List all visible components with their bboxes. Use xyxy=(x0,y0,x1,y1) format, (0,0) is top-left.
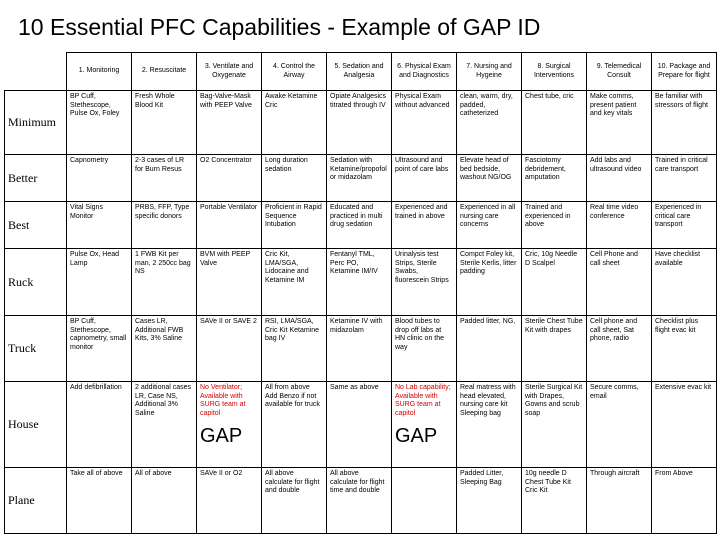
table-cell: Cell Phone and call sheet xyxy=(587,249,652,316)
table-cell: Awake Ketamine Cric xyxy=(262,91,327,155)
table-cell: Add labs and ultrasound video xyxy=(587,155,652,202)
table-cell: All above calculate for flight and double xyxy=(262,468,327,534)
slide-title: 10 Essential PFC Capabilities - Example of GAP ID xyxy=(18,14,541,40)
table-cell: Fresh Whole Blood Kit xyxy=(132,91,197,155)
row-label: Plane xyxy=(5,468,67,534)
table-row xyxy=(5,155,717,202)
capabilities-table xyxy=(4,52,717,534)
row-label: Best xyxy=(5,202,67,249)
column-header: 10. Package and Prepare for flight xyxy=(652,53,717,91)
row-label: Truck xyxy=(5,316,67,382)
table-cell: 2-3 cases of LR for Burn Resus xyxy=(132,155,197,202)
table-row xyxy=(5,316,717,382)
column-header: 6. Physical Exam and Diagnostics xyxy=(392,53,457,91)
table-cell: Elevate head of bed bedside, washout NG/OG xyxy=(457,155,522,202)
table-cell: Compct Foley kit, Sterile Kerlis, litter padding xyxy=(457,249,522,316)
table-cell: Through aircraft xyxy=(587,468,652,534)
table-cell: Vital Signs Monitor xyxy=(67,202,132,249)
table-cell: Experienced in critical care transport xyxy=(652,202,717,249)
table-cell: Secure comms, email xyxy=(587,382,652,468)
table-row xyxy=(5,468,717,534)
table-cell: Ultrasound and point of care labs xyxy=(392,155,457,202)
table-cell: Padded litter, NG, xyxy=(457,316,522,382)
table-cell: Cric, 10g Needle D Scalpel xyxy=(522,249,587,316)
table-cell: O2 Concentrator xyxy=(197,155,262,202)
gap-label: GAP xyxy=(200,425,243,448)
column-header: 5. Sedation and Analgesia xyxy=(327,53,392,91)
table-cell: Checklist plus flight evac kit xyxy=(652,316,717,382)
table-cell: Trained and experienced in above xyxy=(522,202,587,249)
gap-cell-ventilate xyxy=(197,382,262,468)
table-cell: Bag-Valve-Mask with PEEP Valve xyxy=(197,91,262,155)
table-cell: Blood tubes to drop off labs at HN clinic on the way xyxy=(392,316,457,382)
table-cell: All above calculate for flight time and double xyxy=(327,468,392,534)
table-cell: Make comms, present patient and key vitals xyxy=(587,91,652,155)
row-label: Ruck xyxy=(5,249,67,316)
column-header: 3. Ventilate and Oxygenate xyxy=(197,53,262,91)
table-cell: Real time video conference xyxy=(587,202,652,249)
table-cell: All of above xyxy=(132,468,197,534)
table-cell: Portable Ventilator xyxy=(197,202,262,249)
table-cell: Trained in critical care transport xyxy=(652,155,717,202)
table-cell: Ketamine IV with midazolam xyxy=(327,316,392,382)
table-row xyxy=(5,91,717,155)
table-cell: Cell phone and call sheet, Sat phone, radio xyxy=(587,316,652,382)
table-cell: Add defibrillation xyxy=(67,382,132,468)
table-cell: clean, warm, dry, padded, catheterized xyxy=(457,91,522,155)
table-row xyxy=(5,382,717,468)
table-cell: BP Cuff, Stethescope, Pulse Ox, Foley xyxy=(67,91,132,155)
table-cell: BP Cuff, Stethescope, capnometry, small monitor xyxy=(67,316,132,382)
column-header: 8. Surgical Interventions xyxy=(522,53,587,91)
table-cell: 10g needle D Chest Tube Kit Cric Kit xyxy=(522,468,587,534)
gap-cell-diagnostics xyxy=(392,382,457,468)
table-cell: Sedation with Ketamine/propofol or midazolam xyxy=(327,155,392,202)
table-cell: BVM with PEEP Valve xyxy=(197,249,262,316)
table-cell: SAVe II or O2 xyxy=(197,468,262,534)
row-label: Minimum xyxy=(5,91,67,155)
table-cell: Pulse Ox, Head Lamp xyxy=(67,249,132,316)
table-cell: Cric Kit, LMA/SGA, Lidocaine and Ketamine IM xyxy=(262,249,327,316)
table-cell: Chest tube, cric xyxy=(522,91,587,155)
column-header: 1. Monitoring xyxy=(67,53,132,91)
table-cell: Experienced in all nursing care concerns xyxy=(457,202,522,249)
table-cell: Capnometry xyxy=(67,155,132,202)
table-cell: Real matress with head elevated, nursing care kit Sleeping bag xyxy=(457,382,522,468)
table-cell: PRBS, FFP, Type specific donors xyxy=(132,202,197,249)
column-header: 4. Control the Airway xyxy=(262,53,327,91)
table-cell: 1 FWB Kit per man, 2 250cc bag NS xyxy=(132,249,197,316)
column-header: 7. Nursing and Hygeine xyxy=(457,53,522,91)
header-row xyxy=(5,53,717,91)
column-header: 2. Resuscitate xyxy=(132,53,197,91)
table-cell: Have checklist available xyxy=(652,249,717,316)
table-cell: SAVe II or SAVE 2 xyxy=(197,316,262,382)
table-cell: From Above xyxy=(652,468,717,534)
table-cell: Fentanyl TML, Perc PO, Ketamine IM/IV xyxy=(327,249,392,316)
table-cell: Educated and practiced in multi drug sedation xyxy=(327,202,392,249)
row-label: Better xyxy=(5,155,67,202)
table-cell: Fasciotomy debridement, amputation xyxy=(522,155,587,202)
table-cell: Padded Litter, Sleeping Bag xyxy=(457,468,522,534)
table-cell: Sterile Chest Tube Kit with drapes xyxy=(522,316,587,382)
table-row xyxy=(5,249,717,316)
table-cell: Be familiar with stressors of flight xyxy=(652,91,717,155)
table-cell: Sterile Surgical Kit with Drapes, Gowns and scrub soap xyxy=(522,382,587,468)
gap-label: GAP xyxy=(395,425,438,448)
table-row xyxy=(5,202,717,249)
corner-cell xyxy=(5,53,67,91)
table-cell: RSI, LMA/SGA, Cric Kit Ketamine bag IV xyxy=(262,316,327,382)
table-cell: Proficient in Rapid Sequence Intubation xyxy=(262,202,327,249)
table-cell: Take all of above xyxy=(67,468,132,534)
table-cell: Opiate Analgesics titrated through IV xyxy=(327,91,392,155)
column-header: 9. Telemedical Consult xyxy=(587,53,652,91)
table-cell: Experienced and trained in above xyxy=(392,202,457,249)
table-cell: Long duration sedation xyxy=(262,155,327,202)
row-label: House xyxy=(5,382,67,468)
gap-note: No Ventilator; Available with SURG team at capitol xyxy=(200,384,246,417)
table-cell: Same as above xyxy=(327,382,392,468)
gap-note: No Lab capability; Available with SURG team at capitol xyxy=(395,384,451,417)
table-cell: Cases LR, Additional FWB Kits, 3% Saline xyxy=(132,316,197,382)
table-cell: 2 additional cases LR, Case NS, Additional 3% Saline xyxy=(132,382,197,468)
table-cell: All from above Add Benzo if not available for truck xyxy=(262,382,327,468)
table-cell xyxy=(392,468,457,534)
table-cell: Urinalysis test Strips, Sterile Swabs, fluorescein Strips xyxy=(392,249,457,316)
table-cell: Extensive evac kit xyxy=(652,382,717,468)
table-cell: Physical Exam without advanced xyxy=(392,91,457,155)
